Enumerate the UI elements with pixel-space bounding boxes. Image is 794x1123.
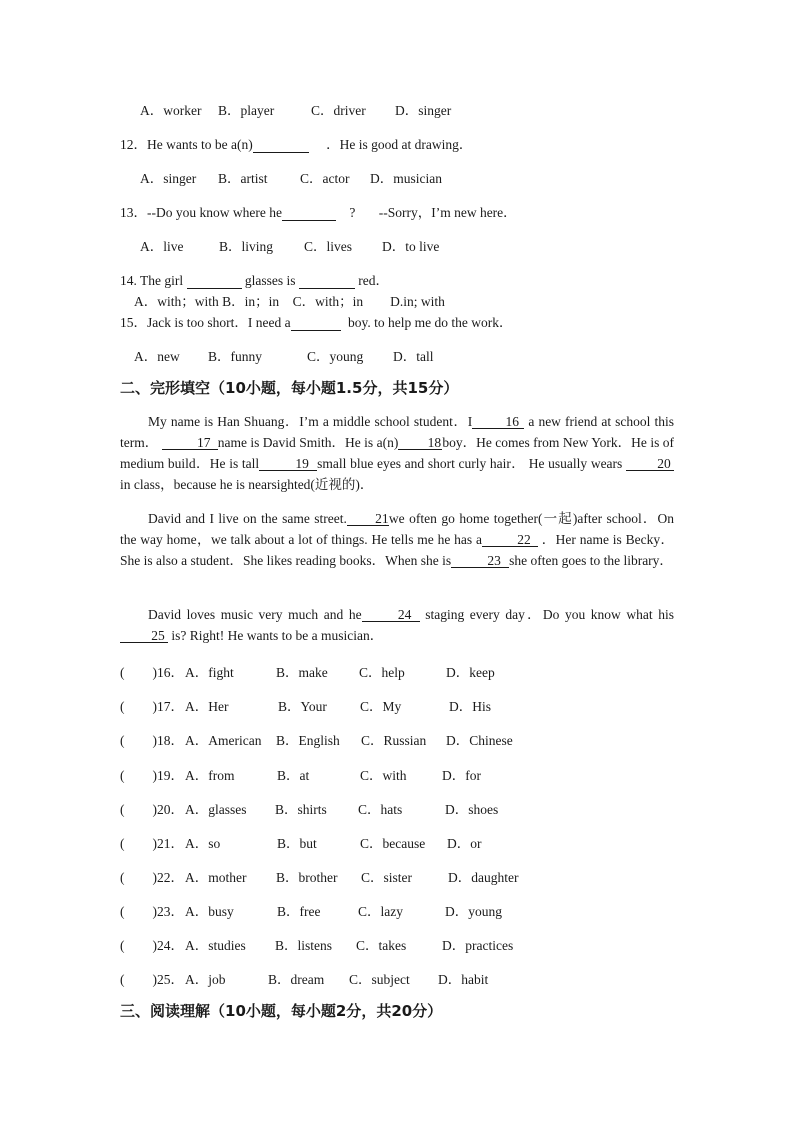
paren-close: ) xyxy=(152,802,157,817)
option: D．habit xyxy=(438,972,489,987)
question-number: 24 xyxy=(157,938,171,953)
cloze-question-16: ( )16． A．fight B．make C．help D．keep xyxy=(120,661,184,681)
paren-open: ( xyxy=(120,972,125,987)
question-stem: 12．He wants to be a(n) xyxy=(120,137,253,152)
q12-options xyxy=(140,167,442,187)
blank-24: 24 xyxy=(362,608,420,622)
text: we often go home together(一起)after school．On the way home，we talk about a lot of things. He tells me he has a xyxy=(120,511,674,547)
blank-19: 19 xyxy=(259,457,317,471)
blank-16: 16 xyxy=(472,415,524,429)
option: C．hats xyxy=(358,802,403,817)
text: name is David Smith．He is a(n) xyxy=(217,435,399,450)
option: A．glasses xyxy=(185,802,247,817)
option: D．shoes xyxy=(445,802,499,817)
text: David loves music very much and he xyxy=(148,607,362,622)
question-number: 23 xyxy=(157,904,171,919)
option: C．with xyxy=(360,768,407,783)
paren-open: ( xyxy=(120,733,125,748)
text: staging every day．Do you know what his xyxy=(425,607,675,622)
option: C．young xyxy=(307,349,364,364)
option: A．live xyxy=(140,239,184,254)
cloze-question-20: ( )20． A．glasses B．shirts C．hats D．shoes xyxy=(120,798,184,818)
option: D．tall xyxy=(393,349,434,364)
paren-open: ( xyxy=(120,938,125,953)
option: B．shirts xyxy=(275,802,327,817)
cloze-question-24: ( )24． A．studies B．listens C．takes D．practices xyxy=(120,934,184,954)
question-number: 20 xyxy=(157,802,171,817)
cloze-question-21: ( )21． A．so B．but C．because D．or xyxy=(120,832,184,852)
blank-23: 23 xyxy=(451,554,509,568)
option: C．lives xyxy=(304,239,353,254)
option: B．brother xyxy=(276,870,338,885)
blank xyxy=(187,274,242,289)
question-number: 18 xyxy=(157,733,171,748)
question-number: 25 xyxy=(157,972,171,987)
question-number: 17 xyxy=(157,699,171,714)
paren-close: ) xyxy=(152,699,157,714)
question-number: 16 xyxy=(157,665,171,680)
text: in class，because he is nearsighted(近视的)． xyxy=(120,477,374,492)
passage-paragraph-1 xyxy=(120,411,674,495)
option: D．His xyxy=(449,699,492,714)
text: a new friend at school this term． xyxy=(120,414,675,450)
cloze-question-22: ( )22． A．mother B．brother C．sister D．daughter xyxy=(120,866,184,886)
question-13 xyxy=(120,201,517,221)
q15-options xyxy=(134,345,434,365)
passage-paragraph-2 xyxy=(120,508,674,571)
option: D．musician xyxy=(370,171,442,186)
blank-25: 25 xyxy=(120,629,168,643)
paren-open: ( xyxy=(120,904,125,919)
question-14 xyxy=(120,269,389,289)
question-number: 21 xyxy=(157,836,171,851)
option: B．artist xyxy=(218,171,268,186)
section-3-title: 三、阅读理解（10小题，每小题2分，共20分） xyxy=(120,1002,443,1020)
cloze-question-18: ( )18． A．American B．English C．Russian D．Chinese xyxy=(120,729,184,749)
question-stem: 13．--Do you know where he xyxy=(120,205,282,220)
text: boy．He comes from New York．He is of medium build．He is tall xyxy=(120,435,674,471)
question-tail: --Sorry，I’m new here． xyxy=(378,205,517,220)
option: D．practices xyxy=(442,938,514,953)
paren-close: ) xyxy=(152,938,157,953)
option: A．worker xyxy=(140,103,202,118)
passage-paragraph-3 xyxy=(120,604,674,646)
option: A．studies xyxy=(185,938,246,953)
option: B．living xyxy=(219,239,274,254)
option: A．so xyxy=(185,836,221,851)
option: B．dream xyxy=(268,972,325,987)
question-stem: 14. The girl xyxy=(120,273,184,288)
blank xyxy=(282,206,336,221)
text: David and I live on the same street. xyxy=(148,511,347,526)
option: D．Chinese xyxy=(446,733,513,748)
option: A．American xyxy=(185,733,262,748)
option: B．player xyxy=(218,103,275,118)
option: A．job xyxy=(185,972,226,987)
option: C．subject xyxy=(349,972,410,987)
option: A．Her xyxy=(185,699,229,714)
paren-open: ( xyxy=(120,665,125,680)
blank xyxy=(291,316,341,331)
question-12 xyxy=(120,133,472,153)
q13-options xyxy=(140,235,440,255)
blank xyxy=(299,274,355,289)
option: B．listens xyxy=(275,938,333,953)
section-2-title: 二、完形填空（10小题，每小题1.5分，共15分） xyxy=(120,379,459,397)
question-tail: boy. to help me do the work． xyxy=(347,315,513,330)
option: A．busy xyxy=(185,904,234,919)
option: B．Your xyxy=(278,699,327,714)
paren-open: ( xyxy=(120,870,125,885)
q14-options: A．with；with B．in；in C．with；in D.in; with xyxy=(134,294,445,309)
text: small blue eyes and short curly hair． He usually wears xyxy=(317,456,623,471)
option: B．English xyxy=(276,733,340,748)
cloze-question-19: ( )19． A．from B．at C．with D．for xyxy=(120,764,184,784)
option: D．keep xyxy=(446,665,495,680)
paren-close: ) xyxy=(152,665,157,680)
option: D．for xyxy=(442,768,481,783)
text: ．Her name is Becky． She is also a student．She likes reading books．When she is xyxy=(120,532,674,568)
paren-close: ) xyxy=(152,768,157,783)
question-mid: glasses is xyxy=(244,273,296,288)
question-mid: ? xyxy=(349,205,356,220)
paren-close: ) xyxy=(152,972,157,987)
cloze-question-17: ( )17． A．Her B．Your C．My D．His xyxy=(120,695,184,715)
option: C．actor xyxy=(300,171,350,186)
paren-open: ( xyxy=(120,802,125,817)
blank-21: 21 xyxy=(347,512,389,526)
option: C．lazy xyxy=(358,904,403,919)
option: B．but xyxy=(277,836,317,851)
question-stem: 15．Jack is too short．I need a xyxy=(120,315,291,330)
paren-close: ) xyxy=(152,733,157,748)
option: C．driver xyxy=(311,103,366,118)
option: B．funny xyxy=(208,349,262,364)
question-tail: red． xyxy=(358,273,389,288)
option: A．from xyxy=(185,768,235,783)
paren-close: ) xyxy=(152,836,157,851)
option: D．or xyxy=(447,836,482,851)
option: C．because xyxy=(360,836,426,851)
paren-close: ) xyxy=(152,904,157,919)
option: B．free xyxy=(277,904,321,919)
option: C．Russian xyxy=(361,733,427,748)
option: D．daughter xyxy=(448,870,519,885)
option: D．singer xyxy=(395,103,452,118)
blank-17: 17 xyxy=(162,436,218,450)
option: D．young xyxy=(445,904,502,919)
question-number: 19 xyxy=(157,768,171,783)
option: C．help xyxy=(359,665,405,680)
option: B．at xyxy=(277,768,310,783)
paren-open: ( xyxy=(120,699,125,714)
cloze-question-23: ( )23． A．busy B．free C．lazy D．young xyxy=(120,900,184,920)
paren-open: ( xyxy=(120,768,125,783)
cloze-question-25: ( )25． A．job B．dream C．subject D．habit xyxy=(120,968,184,988)
option: A．singer xyxy=(140,171,197,186)
option: D．to live xyxy=(382,239,440,254)
blank-22: 22 xyxy=(482,533,538,547)
option: A．new xyxy=(134,349,180,364)
option: A．mother xyxy=(185,870,247,885)
question-15 xyxy=(120,311,512,331)
blank-20: 20 xyxy=(626,457,674,471)
option: B．make xyxy=(276,665,328,680)
text: My name is Han Shuang．I’m a middle school student．I xyxy=(148,414,473,429)
question-number: 22 xyxy=(157,870,171,885)
blank xyxy=(253,138,309,153)
paren-close: ) xyxy=(152,870,157,885)
question-tail: ．He is good at drawing． xyxy=(326,137,473,152)
option: C．takes xyxy=(356,938,407,953)
paren-open: ( xyxy=(120,836,125,851)
q11-options xyxy=(140,99,452,119)
option: C．My xyxy=(360,699,402,714)
text: she often goes to the library． xyxy=(509,553,673,568)
blank-18: 18 xyxy=(398,436,442,450)
text: is? Right! He wants to be a musician． xyxy=(171,628,384,643)
option: C．sister xyxy=(361,870,413,885)
option: A．fight xyxy=(185,665,234,680)
